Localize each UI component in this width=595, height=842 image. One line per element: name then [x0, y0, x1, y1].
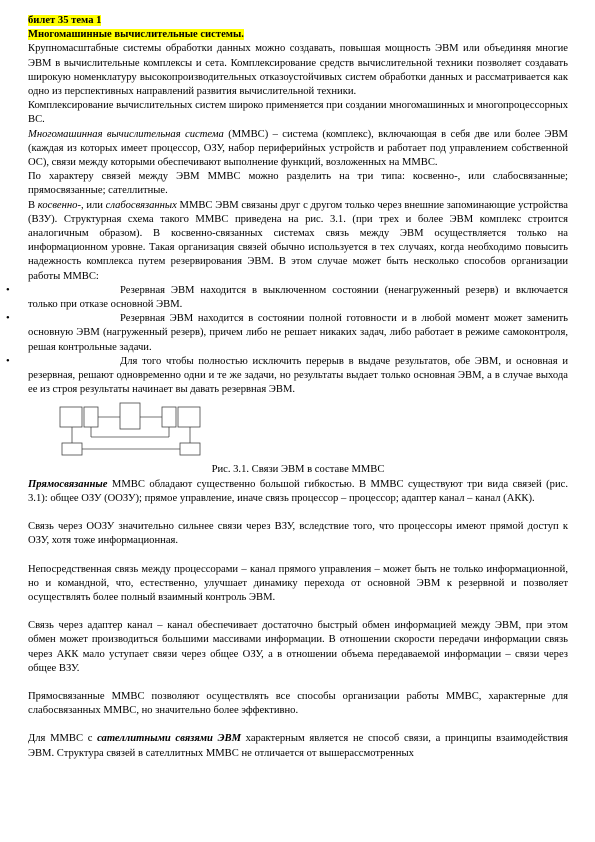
- paragraph-types: По характеру связей между ЭВМ ММВС можно разделить на три типа: косвенно-, или слабосвязанные; прямосвязанные; сателлитные.: [28, 171, 568, 197]
- paragraph-satellite: Для ММВС с сателлитными связями ЭВМ характерным является не способ связи, а принципы взаимодействия ЭВМ. Структура связей в сателлитных ММВС не отличается от вышерассмотренных: [28, 733, 568, 759]
- paragraph-weakly-coupled: В косвенно-, или слабосвязанных ММВС ЭВМ связаны друг с другом только через внешние запоминающие устройства (ВЗУ). Структурная схема такого ММВС приведена на рис. 3.1. (при трех и более ЭВМ комплекс строится аналогичным образом). В косвенно-связанных системах связь между ЭВМ осуществляется только на информационном уровне. Такая организация связей обычно используется в тех случаях, когда необходимо повысить надежность комплекса путем резервирования ЭВМ. В этом случае может быть несколько способов организации работы ММВС:: [28, 199, 568, 282]
- paragraph-intro: Крупномасштабные системы обработки данных можно создавать, повышая мощность ЭВМ или объединяя многие ЭВМ в вычислительные комплексы и сета. Комплексирование средств вычислительной техники позволяет создавать широкую номенклатуру высокопроизводительных отказоустойчивых систем обработки данных и рассматривается как одно из перспективных направлений развития вычислительной техники.: [28, 43, 568, 98]
- paragraph-definition: Многомашинная вычислительная система (ММВС) – система (комплекс), включающая в себя две или более ЭВМ (каждая из которых имеет процессор, ОЗУ, набор периферийных устройств и работает под управлением собственной ОС), связи между которыми обеспечивают выполнение функций, возложенных на ММВС.: [28, 128, 568, 169]
- list-item: • Резервная ЭВМ находится в выключенном состоянии (ненагруженный резерв) и включается только при отказе основной ЭВМ.: [6, 284, 568, 311]
- connection-diagram: [58, 399, 208, 459]
- diagram-block: [120, 403, 140, 429]
- list-item: • Резервная ЭВМ находится в состоянии полной готовности и в любой момент может заменить основную ЭВМ (нагруженный резерв), причем либо не решает никаких задач, либо работает в режиме самоконтроля, решая контрольные задачи.: [6, 313, 568, 353]
- diagram-block: [180, 443, 200, 455]
- document-page: [6, 14, 568, 761]
- diagram-block: [84, 407, 98, 427]
- bullet-icon: •: [6, 355, 10, 367]
- diagram-block: [62, 443, 82, 455]
- paragraph-direct-summary: Прямосвязанные ММВС позволяют осуществлять все способы организации работы ММВС, характерные для слабосвязанных ММВС, но значительно более эффективно.: [28, 690, 568, 717]
- list-item: • Для того чтобы полностью исключить перерыв в выдаче результатов, обе ЭВМ, и основная и резервная, решают одновременно одни и те же задачи, но результаты выдает только основная ЭВМ, а в случае выхода ее из строя результаты начинает вы давать резервная ЭВМ.: [6, 355, 568, 396]
- paragraph-complexing: Комплексирование вычислительных систем широко применяется при создании многомашинных и многопроцессорных ВС.: [28, 100, 568, 126]
- paragraph-shared-ram: Связь через ООЗУ значительно сильнее связи через ВЗУ, вследствие того, что процессоры имеют прямой доступ к ОЗУ, хотя тоже информационная.: [28, 521, 568, 547]
- topic-title: Многомашинные вычислительные системы.: [28, 29, 244, 41]
- figure-caption: Рис. 3.1. Связи ЭВМ в составе ММВС: [211, 464, 385, 476]
- paragraph-direct-coupled: Прямосвязанные ММВС обладают существенно большой гибкостью. В ММВС существуют три вида связей (рис. 3.1): общее ОЗУ (ООЗУ); прямое управление, иначе связь процессор – процессор; адаптер канал – канал (АКК).: [28, 478, 568, 504]
- ticket-title: билет 35 тема 1: [28, 15, 102, 26]
- bullet-icon: •: [6, 313, 10, 325]
- diagram-block: [178, 407, 200, 427]
- diagram-block: [60, 407, 82, 427]
- term-mmvs: Многомашинная вычислительная система: [28, 128, 224, 140]
- paragraph-channel-adapter: Связь через адаптер канал – канал обеспечивает достаточно быстрый обмен информацией между ЭВМ, при этом обмен может производиться большими массивами информации. В отношении скорости передачи информации связь через АКК мало уступает связи через общее ОЗУ, а в отношении объема передаваемой информации – связи через общее ВЗУ.: [28, 620, 568, 674]
- bullet-icon: •: [6, 284, 10, 296]
- diagram-block: [162, 407, 176, 427]
- figure-mmvs-connections: [28, 399, 568, 461]
- paragraph-direct-control: Непосредственная связь между процессорами – канал прямого управления – может быть не только информационной, но и командной, что, естественно, улучшает динамику перехода от основной ЭВМ к резервной и позволяет осуществлять более полный взаимный контроль ЭВМ.: [28, 563, 568, 603]
